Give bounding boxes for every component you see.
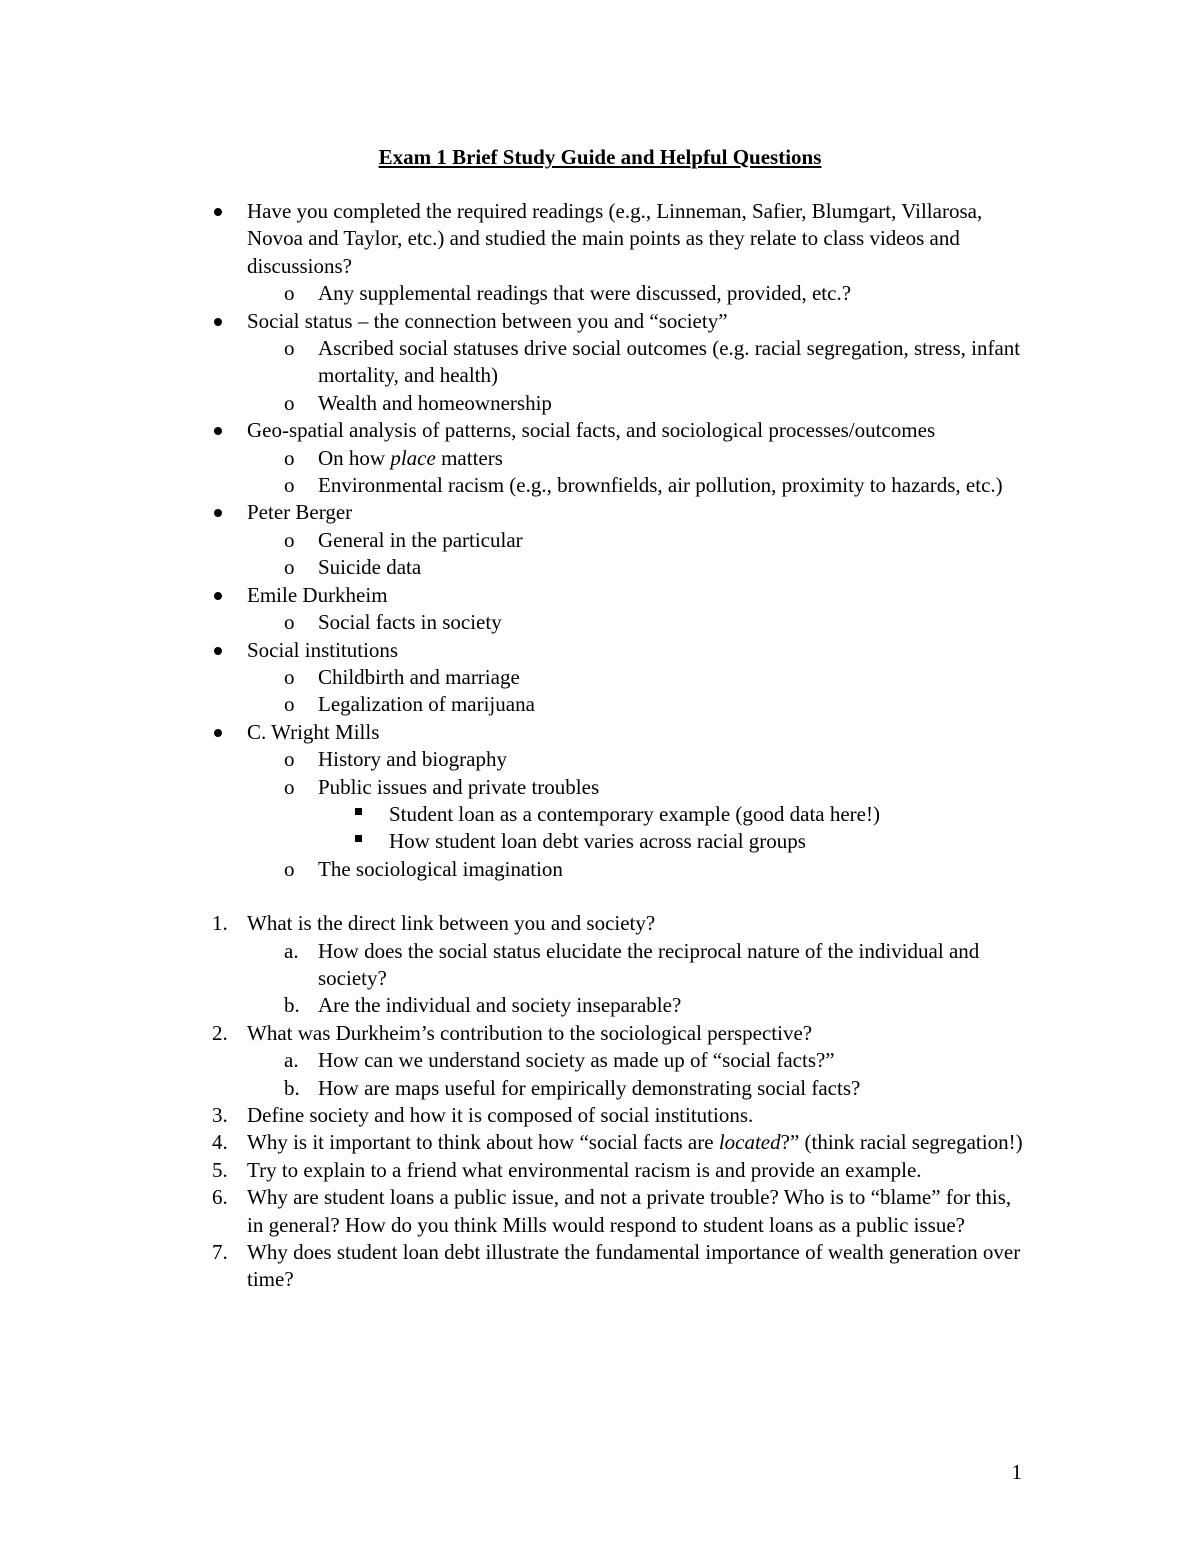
sub-sub-item: Student loan as a contemporary example (good data here!): [0, 801, 1200, 828]
circle-marker-icon: o: [284, 527, 295, 552]
bullet-item: Emile Durkheim: [0, 582, 1200, 609]
sub-item: o Social facts in society: [0, 609, 1200, 636]
sub-item: o Environmental racism (e.g., brownfields, air pollution, proximity to hazards, etc.): [0, 472, 1200, 499]
bullet-item: Peter Berger: [0, 499, 1200, 526]
question-number: 7.: [212, 1240, 228, 1265]
sub-item: o Childbirth and marriage: [0, 664, 1200, 691]
question-item: 6. Why are student loans a public issue, and not a private trouble? Who is to “blame” for this, in general? How do you think Mills would respond to student loans as a public issue?: [212, 1185, 1012, 1237]
question-item: 2. What was Durkheim’s contribution to the sociological perspective?: [0, 1020, 1200, 1047]
circle-marker-icon: o: [284, 445, 295, 470]
question-number: 6.: [212, 1185, 228, 1210]
question-item: 1. What is the direct link between you and society?: [0, 910, 1200, 937]
sub-item: o Wealth and homeownership: [0, 390, 1200, 417]
bullet-item: Social institutions: [0, 637, 1200, 664]
question-number: 5.: [212, 1157, 228, 1182]
circle-marker-icon: o: [284, 774, 295, 799]
sub-item: o The sociological imagination: [0, 856, 1200, 883]
square-bullet-icon: [355, 801, 362, 828]
sub-item: o General in the particular: [0, 527, 1200, 554]
question-item: 3. Define society and how it is composed of social institutions.: [0, 1102, 1200, 1129]
bullet-item: C. Wright Mills: [0, 719, 1200, 746]
sub-question-item: a. How can we understand society as made up of “social facts?”: [0, 1047, 1200, 1074]
sub-sub-item: How student loan debt varies across racial groups: [0, 828, 1200, 855]
sub-question-letter: a.: [284, 938, 299, 963]
bullet-icon: [214, 417, 222, 444]
sub-question-letter: a.: [284, 1048, 299, 1073]
circle-marker-icon: o: [284, 390, 295, 415]
question-number: 2.: [212, 1020, 228, 1045]
sub-question-letter: b.: [284, 1075, 300, 1100]
circle-marker-icon: o: [284, 692, 295, 717]
sub-item: o Ascribed social statuses drive social outcomes (e.g. racial segregation, stress, infant mortality, and health): [284, 336, 1021, 388]
sub-item: o Suicide data: [0, 554, 1200, 581]
bullet-icon: [214, 719, 222, 746]
question-item: 7. Why does student loan debt illustrate the fundamental importance of wealth generation over time?: [212, 1240, 1021, 1292]
question-item: 5. Try to explain to a friend what environmental racism is and provide an example.: [0, 1157, 1200, 1184]
circle-marker-icon: o: [284, 856, 295, 881]
question-number: 4.: [212, 1130, 228, 1155]
bullet-icon: [214, 499, 222, 526]
bullet-icon: [214, 637, 222, 664]
sub-question-letter: b.: [284, 993, 300, 1018]
sub-item: o Any supplemental readings that were discussed, provided, etc.?: [0, 280, 1200, 307]
sub-question-item: a. How does the social status elucidate the reciprocal nature of the individual and society?: [284, 938, 980, 990]
bullet-icon: [214, 308, 222, 335]
question-item: 4. Why is it important to think about how “social facts are located?” (think racial segregation!): [0, 1129, 1200, 1156]
bullet-item: Have you completed the required readings (e.g., Linneman, Safier, Blumgart, Villarosa, Novoa and Taylor, etc.) and studied the main points as they relate to class videos and discussions?: [0, 198, 1200, 280]
bullet-item: Social status – the connection between you and “society”: [0, 308, 1200, 335]
circle-marker-icon: o: [284, 747, 295, 772]
page-title: Exam 1 Brief Study Guide and Helpful Questions: [378, 145, 822, 169]
bullet-item: Geo-spatial analysis of patterns, social facts, and sociological processes/outcomes: [0, 417, 1200, 444]
sub-item: o On how place matters: [0, 445, 1200, 472]
study-guide-content: [0, 198, 1200, 1294]
page-number: 1: [1011, 1460, 1022, 1484]
bullet-icon: [214, 582, 222, 609]
circle-marker-icon: o: [284, 281, 295, 306]
circle-marker-icon: o: [284, 610, 295, 635]
sub-question-item: b. Are the individual and society inseparable?: [0, 992, 1200, 1019]
square-bullet-icon: [355, 828, 362, 855]
sub-item: o Legalization of marijuana: [0, 691, 1200, 718]
question-number: 3.: [212, 1103, 228, 1127]
circle-marker-icon: o: [284, 336, 295, 361]
sub-question-item: b. How are maps useful for empirically demonstrating social facts?: [0, 1075, 1200, 1102]
circle-marker-icon: o: [284, 664, 295, 689]
bullet-icon: [214, 198, 222, 225]
sub-item: o History and biography: [0, 746, 1200, 773]
circle-marker-icon: o: [284, 555, 295, 580]
circle-marker-icon: o: [284, 473, 295, 498]
question-number: 1.: [212, 911, 228, 936]
sub-item: o Public issues and private troubles: [0, 774, 1200, 801]
